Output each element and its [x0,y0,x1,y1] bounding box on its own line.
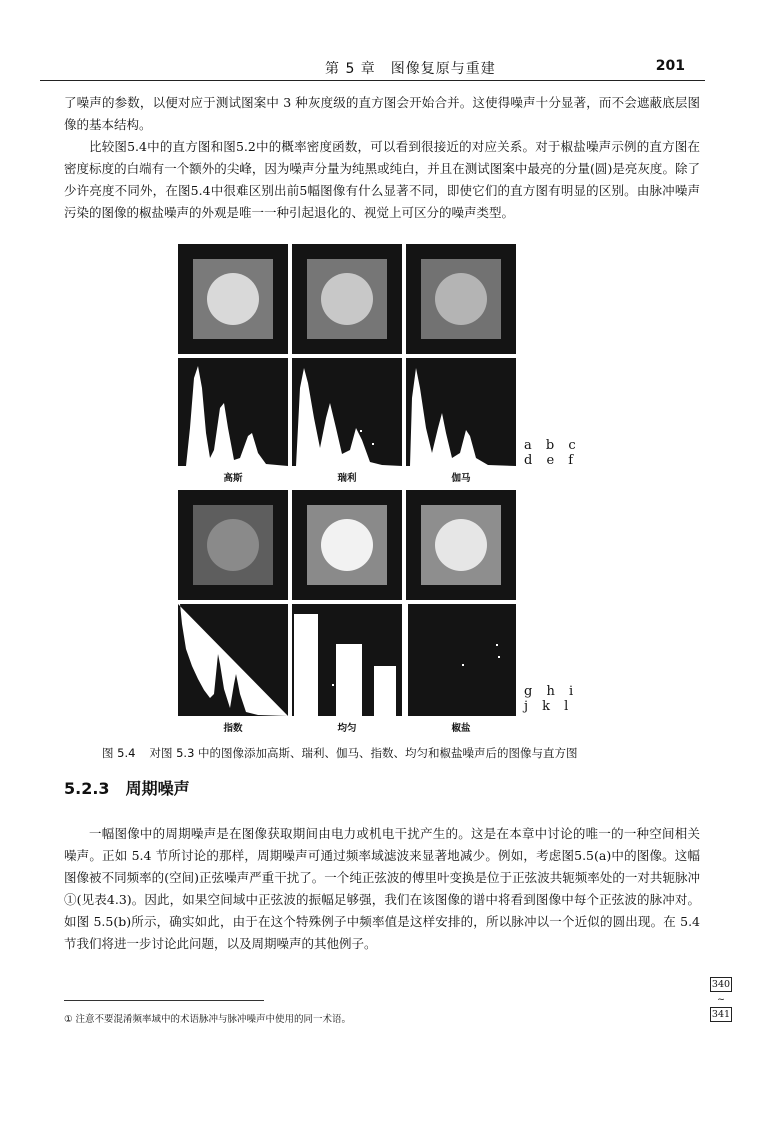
image-gaussian [178,244,288,354]
figure-5-4 [178,244,588,739]
image-salt-pepper [406,490,516,600]
margin-page-ref [710,976,732,1023]
image-uniform [292,490,402,600]
chapter-title: 第 5 章 图像复原与重建 [325,61,496,77]
label-gamma: 伽马 [451,473,471,484]
section-heading [64,776,190,799]
letters-abc: a b c [524,438,581,453]
label-uniform: 均匀 [337,723,357,734]
histogram-salt-pepper [406,604,516,716]
footnote: ① 注意不要混淆频率域中的术语脉冲与脉冲噪声中使用的同一术语。 [64,1014,352,1025]
histogram-gamma [406,358,516,466]
paragraph-periodic-noise: 一幅图像中的周期噪声是在图像获取期间由电力或机电干扰产生的。这是在本章中讨论的唯一的一种空间相关噪声。正如 5.4 节所讨论的那样，周期噪声可通过频率域滤波来显著地减少。例如，考虑图5.5(a)中的图像。这幅图像被不同频率的(空间)正弦噪声严重干扰了。一个纯正弦波的傅里叶变换是位于正弦波共轭频率处的一对共轭脉冲①(见表4.3)。因此，如果空间域中正弦波的振幅足够强，我们在该图像的谱中将看到图像中每个正弦波的脉冲对。如图 5.5(b)所示，确实如此，由于在这个特殊例子中频率值是这样安排的，所以脉冲以一个近似的圆出现。在 5.4 节我们将进一步讨论此问题，以及周期噪声的其他例子。 [64,826,700,951]
figure-caption [102,745,702,761]
label-salt-pepper: 椒盐 [451,723,471,734]
label-gaussian: 高斯 [223,473,243,484]
label-exponential: 指数 [223,723,243,734]
image-gamma [406,244,516,354]
section-number: 5.2.3 [64,779,110,798]
histogram-rayleigh [292,358,402,466]
section-title: 周期噪声 [125,779,190,798]
running-header [40,58,705,81]
footnote-rule [64,1000,264,1001]
label-rayleigh: 瑞利 [337,473,357,484]
image-exponential [178,490,288,600]
histogram-exponential [178,604,288,716]
paragraph-continued: 了噪声的参数，以便对应于测试图案中 3 种灰度级的直方图会开始合并。这使得噪声十分显著，而不会遮蔽底层图像的基本结构。 [64,95,700,132]
margin-ref-tilde: ~ [717,994,725,1005]
page-number: 201 [655,58,685,74]
panel-letters-bottom [524,684,578,714]
histogram-uniform [292,604,402,716]
panel-letters-top [524,438,581,468]
caption-text: 对图 5.3 中的图像添加高斯、瑞利、伽马、指数、均匀和椒盐噪声后的图像与直方图 [149,746,578,760]
letters-def: d e f [524,453,579,468]
paragraph-comparison: 比较图5.4中的直方图和图5.2中的概率密度函数，可以看到很接近的对应关系。对于椒盐噪声示例的直方图在密度标度的白端有一个额外的尖峰，因为噪声分量为纯黑或纯白，并且在测试图案中最亮的分量(圆)是亮灰度。除了少许亮度不同外，在图5.4中很难区别出前5幅图像有什么显著不同，即使它们的直方图有明显的区别。由脉冲噪声污染的图像的椒盐噪声的外观是唯一一种引起退化的、视觉上可区分的噪声类型。 [64,139,700,220]
histogram-gaussian [178,358,288,466]
margin-ref-top: 340 [711,979,731,990]
margin-ref-bottom: 341 [711,1009,731,1020]
letters-ghi: g h i [524,684,579,699]
image-rayleigh [292,244,402,354]
caption-number: 图 5.4 [102,746,136,760]
letters-jkl: j k l [524,699,574,714]
